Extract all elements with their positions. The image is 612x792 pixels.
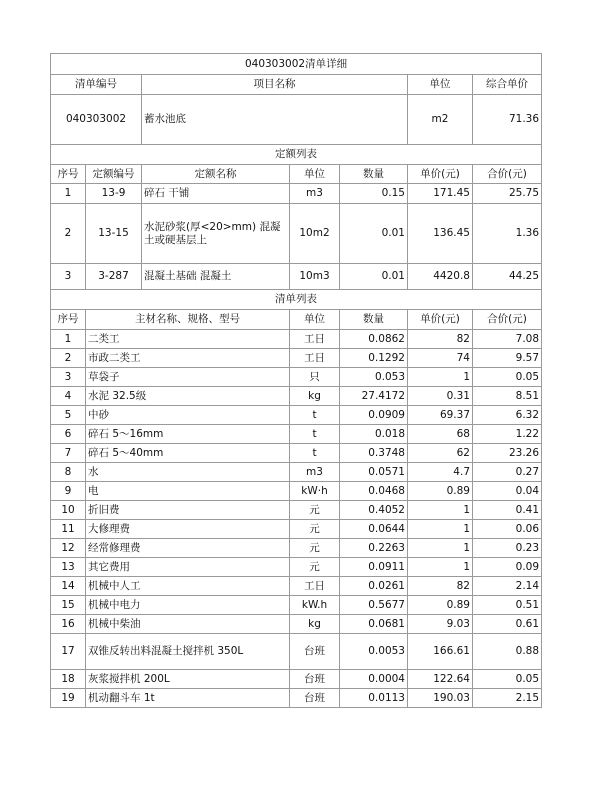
- material-row: [51, 425, 542, 444]
- material-unit: 元: [290, 539, 340, 558]
- material-price: 82: [408, 577, 473, 596]
- material-row: [51, 330, 542, 349]
- material-name: 灰浆搅拌机 200L: [86, 670, 290, 689]
- material-price: 1: [408, 368, 473, 387]
- material-qty: 0.2263: [340, 539, 408, 558]
- material-price: 1: [408, 520, 473, 539]
- bill-unit-header: 单位: [408, 75, 473, 95]
- material-seq: 16: [51, 615, 86, 634]
- material-total: 0.41: [473, 501, 542, 520]
- material-price: 62: [408, 444, 473, 463]
- material-price: 4.7: [408, 463, 473, 482]
- quota-row: [51, 264, 542, 290]
- material-seq: 10: [51, 501, 86, 520]
- material-total: 0.51: [473, 596, 542, 615]
- material-name: 水泥 32.5级: [86, 387, 290, 406]
- material-total: 0.05: [473, 670, 542, 689]
- material-qty: 0.0862: [340, 330, 408, 349]
- material-price-header: 单价(元): [408, 310, 473, 330]
- quota-name: 混凝土基础 混凝土: [142, 264, 290, 290]
- material-unit: 台班: [290, 634, 340, 670]
- quota-price: 136.45: [408, 204, 473, 264]
- material-seq: 19: [51, 689, 86, 708]
- material-price: 69.37: [408, 406, 473, 425]
- material-total: 0.88: [473, 634, 542, 670]
- material-total: 0.23: [473, 539, 542, 558]
- material-row: [51, 387, 542, 406]
- material-total: 23.26: [473, 444, 542, 463]
- material-unit-header: 单位: [290, 310, 340, 330]
- material-price: 74: [408, 349, 473, 368]
- quota-unit: 10m2: [290, 204, 340, 264]
- material-total: 9.57: [473, 349, 542, 368]
- material-total: 2.15: [473, 689, 542, 708]
- quota-price: 4420.8: [408, 264, 473, 290]
- table-title: 040303002清单详细: [51, 54, 542, 75]
- material-total: 0.05: [473, 368, 542, 387]
- material-name: 中砂: [86, 406, 290, 425]
- material-price: 68: [408, 425, 473, 444]
- material-price: 166.61: [408, 634, 473, 670]
- material-unit: 只: [290, 368, 340, 387]
- material-qty: 0.0113: [340, 689, 408, 708]
- material-name: 机械中人工: [86, 577, 290, 596]
- quota-price: 171.45: [408, 184, 473, 204]
- material-seq: 15: [51, 596, 86, 615]
- material-row: [51, 368, 542, 387]
- quota-price-header: 单价(元): [408, 165, 473, 184]
- material-seq: 7: [51, 444, 86, 463]
- quota-row: [51, 184, 542, 204]
- bill-row: [51, 95, 542, 145]
- quota-qty: 0.01: [340, 264, 408, 290]
- material-price: 1: [408, 558, 473, 577]
- material-section-title: 清单列表: [51, 290, 542, 310]
- material-row: [51, 689, 542, 708]
- material-name: 双锥反转出料混凝土搅拌机 350L: [86, 634, 290, 670]
- bill-detail-table: [50, 53, 542, 708]
- material-row: [51, 501, 542, 520]
- quota-unit: 10m3: [290, 264, 340, 290]
- material-seq: 8: [51, 463, 86, 482]
- material-name: 机械中电力: [86, 596, 290, 615]
- material-unit: t: [290, 406, 340, 425]
- material-qty: 0.0644: [340, 520, 408, 539]
- material-price: 82: [408, 330, 473, 349]
- material-unit: kW·h: [290, 482, 340, 501]
- material-name: 其它费用: [86, 558, 290, 577]
- quota-code: 13-9: [86, 184, 142, 204]
- bill-unit: m2: [408, 95, 473, 145]
- material-seq: 11: [51, 520, 86, 539]
- material-total: 6.32: [473, 406, 542, 425]
- material-unit: 台班: [290, 689, 340, 708]
- material-qty: 0.5677: [340, 596, 408, 615]
- material-qty: 0.1292: [340, 349, 408, 368]
- material-name: 水: [86, 463, 290, 482]
- material-name: 机动翻斗车 1t: [86, 689, 290, 708]
- material-qty: 0.3748: [340, 444, 408, 463]
- material-name: 市政二类工: [86, 349, 290, 368]
- bill-code: 040303002: [51, 95, 142, 145]
- material-seq: 18: [51, 670, 86, 689]
- material-seq-header: 序号: [51, 310, 86, 330]
- material-total: 0.04: [473, 482, 542, 501]
- material-total: 1.22: [473, 425, 542, 444]
- material-total: 0.09: [473, 558, 542, 577]
- material-row: [51, 596, 542, 615]
- material-seq: 9: [51, 482, 86, 501]
- material-unit: 元: [290, 520, 340, 539]
- material-price: 9.03: [408, 615, 473, 634]
- quota-code: 13-15: [86, 204, 142, 264]
- material-price: 1: [408, 501, 473, 520]
- quota-name: 水泥砂浆(厚<20>mm) 混凝土或硬基层上: [142, 204, 290, 264]
- material-row: [51, 615, 542, 634]
- material-price: 122.64: [408, 670, 473, 689]
- material-unit: m3: [290, 463, 340, 482]
- material-qty: 0.0468: [340, 482, 408, 501]
- material-total: 0.27: [473, 463, 542, 482]
- material-qty-header: 数量: [340, 310, 408, 330]
- material-seq: 3: [51, 368, 86, 387]
- material-price: 1: [408, 539, 473, 558]
- quota-name: 碎石 干铺: [142, 184, 290, 204]
- material-name: 大修理费: [86, 520, 290, 539]
- material-qty: 0.018: [340, 425, 408, 444]
- material-name: 碎石 5～40mm: [86, 444, 290, 463]
- material-seq: 13: [51, 558, 86, 577]
- material-name-header: 主材名称、规格、型号: [86, 310, 290, 330]
- material-price: 0.89: [408, 596, 473, 615]
- material-seq: 14: [51, 577, 86, 596]
- bill-name-header: 项目名称: [142, 75, 408, 95]
- material-unit: 工日: [290, 330, 340, 349]
- material-total: 8.51: [473, 387, 542, 406]
- material-row: [51, 539, 542, 558]
- quota-total: 1.36: [473, 204, 542, 264]
- material-price: 0.89: [408, 482, 473, 501]
- quota-qty-header: 数量: [340, 165, 408, 184]
- title-row: [51, 54, 542, 75]
- bill-price: 71.36: [473, 95, 542, 145]
- quota-row: [51, 204, 542, 264]
- material-total: 2.14: [473, 577, 542, 596]
- quota-seq: 3: [51, 264, 86, 290]
- material-row: [51, 577, 542, 596]
- material-name: 电: [86, 482, 290, 501]
- material-unit: 工日: [290, 577, 340, 596]
- material-row: [51, 444, 542, 463]
- material-qty: 0.0571: [340, 463, 408, 482]
- quota-name-header: 定额名称: [142, 165, 290, 184]
- quota-seq: 2: [51, 204, 86, 264]
- material-unit: 台班: [290, 670, 340, 689]
- quota-total-header: 合价(元): [473, 165, 542, 184]
- material-qty: 27.4172: [340, 387, 408, 406]
- material-name: 二类工: [86, 330, 290, 349]
- material-total: 7.08: [473, 330, 542, 349]
- material-list: [51, 330, 542, 708]
- bill-price-header: 综合单价: [473, 75, 542, 95]
- material-seq: 12: [51, 539, 86, 558]
- material-seq: 17: [51, 634, 86, 670]
- material-row: [51, 406, 542, 425]
- material-qty: 0.0681: [340, 615, 408, 634]
- material-name: 草袋子: [86, 368, 290, 387]
- quota-unit-header: 单位: [290, 165, 340, 184]
- material-unit: 元: [290, 501, 340, 520]
- bill-code-header: 清单编号: [51, 75, 142, 95]
- material-seq: 5: [51, 406, 86, 425]
- material-unit: 工日: [290, 349, 340, 368]
- material-qty: 0.053: [340, 368, 408, 387]
- material-row: [51, 558, 542, 577]
- material-qty: 0.0004: [340, 670, 408, 689]
- quota-total: 25.75: [473, 184, 542, 204]
- quota-section-row: [51, 145, 542, 165]
- material-unit: kW.h: [290, 596, 340, 615]
- quota-section-title: 定额列表: [51, 145, 542, 165]
- material-row: [51, 482, 542, 501]
- material-seq: 1: [51, 330, 86, 349]
- bill-header-row: [51, 75, 542, 95]
- material-row: [51, 520, 542, 539]
- quota-header-row: [51, 165, 542, 184]
- material-row: [51, 463, 542, 482]
- quota-qty: 0.15: [340, 184, 408, 204]
- material-qty: 0.0909: [340, 406, 408, 425]
- material-unit: t: [290, 425, 340, 444]
- material-unit: 元: [290, 558, 340, 577]
- material-name: 碎石 5～16mm: [86, 425, 290, 444]
- material-seq: 2: [51, 349, 86, 368]
- material-seq: 4: [51, 387, 86, 406]
- material-name: 折旧费: [86, 501, 290, 520]
- table-body: [51, 54, 542, 330]
- material-row: [51, 634, 542, 670]
- quota-seq-header: 序号: [51, 165, 86, 184]
- material-total: 0.06: [473, 520, 542, 539]
- material-qty: 0.0053: [340, 634, 408, 670]
- material-qty: 0.0911: [340, 558, 408, 577]
- material-unit: kg: [290, 387, 340, 406]
- material-qty: 0.0261: [340, 577, 408, 596]
- material-section-row: [51, 290, 542, 310]
- material-unit: t: [290, 444, 340, 463]
- material-header-row: [51, 310, 542, 330]
- material-name: 经常修理费: [86, 539, 290, 558]
- quota-code: 3-287: [86, 264, 142, 290]
- material-qty: 0.4052: [340, 501, 408, 520]
- bill-name: 蓄水池底: [142, 95, 408, 145]
- quota-total: 44.25: [473, 264, 542, 290]
- material-name: 机械中柴油: [86, 615, 290, 634]
- material-price: 0.31: [408, 387, 473, 406]
- quota-unit: m3: [290, 184, 340, 204]
- material-price: 190.03: [408, 689, 473, 708]
- quota-qty: 0.01: [340, 204, 408, 264]
- quota-seq: 1: [51, 184, 86, 204]
- material-row: [51, 349, 542, 368]
- material-seq: 6: [51, 425, 86, 444]
- material-unit: kg: [290, 615, 340, 634]
- material-total: 0.61: [473, 615, 542, 634]
- quota-code-header: 定额编号: [86, 165, 142, 184]
- material-total-header: 合价(元): [473, 310, 542, 330]
- material-row: [51, 670, 542, 689]
